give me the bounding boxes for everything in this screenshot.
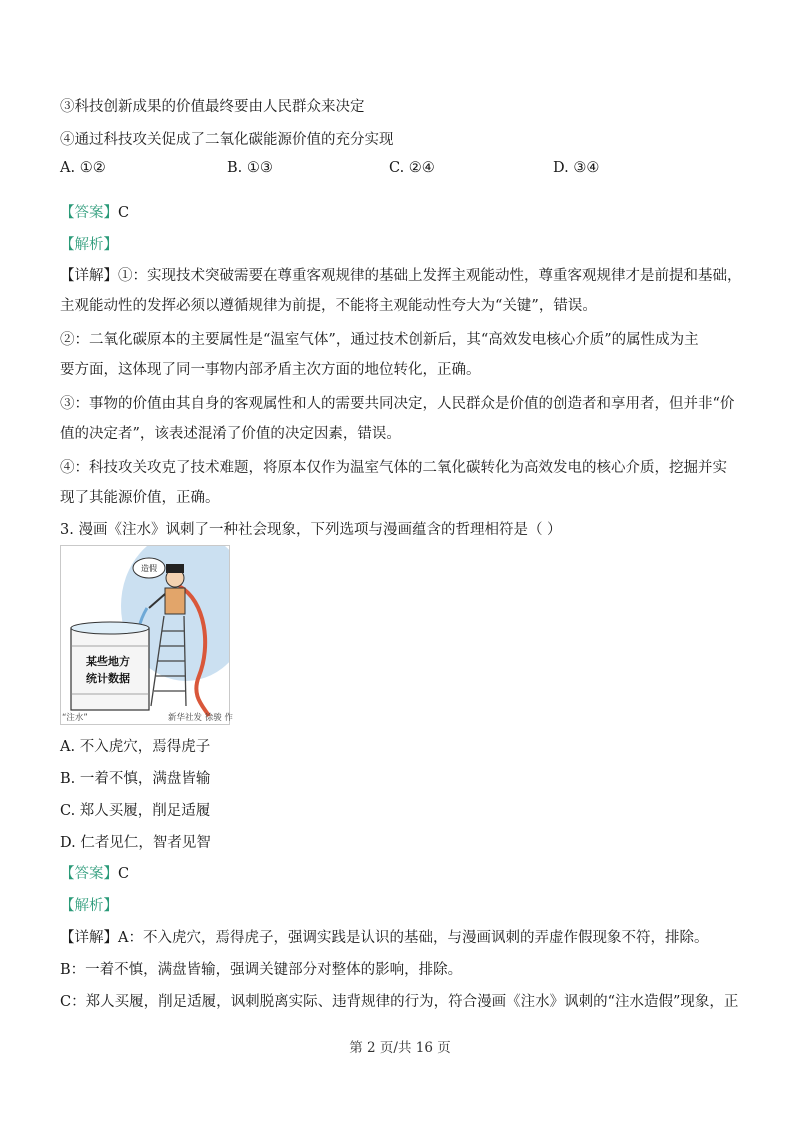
q2-detail-3b: 值的决定者”，该表述混淆了价值的决定因素，错误。 xyxy=(60,426,401,442)
q3-detail-a xyxy=(60,928,708,948)
answer-tag: 【答案】 xyxy=(60,866,118,882)
q2-detail-4a: ④：科技攻关攻克了技术难题，将原本仅作为温室气体的二氧化碳转化为高效发电的核心介质，挖掘并实 xyxy=(60,460,727,476)
q2-option-c: C. ②④ xyxy=(389,160,435,176)
q2-option-d: D. ③④ xyxy=(553,160,600,176)
q3-option-c: C. 郑人买履，削足适履 xyxy=(60,803,211,819)
tank-label-1: 某些地方 xyxy=(86,655,130,668)
q2-analysis xyxy=(60,235,118,255)
analysis-tag: 【解析】 xyxy=(60,898,118,914)
tank-label-2: 统计数据 xyxy=(86,672,130,685)
q3-option-a: A. 不入虎穴，焉得虎子 xyxy=(60,739,211,755)
q2-detail-4b: 现了其能源价值，正确。 xyxy=(60,490,220,506)
q2-option-b: B. ①③ xyxy=(227,160,273,176)
analysis-tag: 【解析】 xyxy=(60,237,118,253)
cartoon-caption-right: 新华社发 徐骏 作 xyxy=(168,713,233,723)
detail-text: ①：实现技术突破需要在尊重客观规律的基础上发挥主观能动性，尊重客观规律才是前提和基础， xyxy=(118,268,742,284)
cartoon-illustration xyxy=(61,546,229,724)
q2-detail-2a: ②：二氧化碳原本的主要属性是“温室气体”，通过技术创新后，其“高效发电核心介质”的属性成为主 xyxy=(60,332,699,348)
q3-detail-b: B：一着不慎，满盘皆输，强调关键部分对整体的影响，排除。 xyxy=(60,962,463,978)
detail-tag: 【详解】 xyxy=(60,268,118,284)
cartoon-bubble: 造假 xyxy=(141,564,157,573)
detail-text: A：不入虎穴，焉得虎子，强调实践是认识的基础，与漫画讽刺的弄虚作假现象不符，排除。 xyxy=(118,930,709,946)
q3-option-d: D. 仁者见仁，智者见智 xyxy=(60,835,211,851)
q3-analysis xyxy=(60,896,118,916)
q3-question: 3. 漫画《注水》讽刺了一种社会现象，下列选项与漫画蕴含的哲理相符是（ ） xyxy=(60,522,562,538)
cartoon-caption-left: “注水” xyxy=(62,713,88,723)
page-footer: 第 2 页/共 16 页 xyxy=(349,1040,451,1056)
answer-value: C xyxy=(118,205,130,221)
q2-detail-1b: 主观能动性的发挥必须以遵循规律为前提，不能将主观能动性夸大为“关键”，错误。 xyxy=(60,298,597,314)
cartoon-image xyxy=(60,545,230,725)
q2-option-a: A. ①② xyxy=(60,160,106,176)
q3-detail-c: C：郑人买履，削足适履，讽刺脱离实际、违背规律的行为，符合漫画《注水》讽刺的“注水造假”现象，正 xyxy=(60,994,739,1010)
detail-tag: 【详解】 xyxy=(60,930,118,946)
q2-detail-2b: 要方面，这体现了同一事物内部矛盾主次方面的地位转化，正确。 xyxy=(60,362,481,378)
q2-detail-3a: ③：事物的价值由其自身的客观属性和人的需要共同决定，人民群众是价值的创造者和享用者，但并非“价 xyxy=(60,396,735,412)
q2-detail-1a xyxy=(60,266,742,286)
q3-option-b: B. 一着不慎，满盘皆输 xyxy=(60,771,211,787)
answer-value: C xyxy=(118,866,130,882)
q2-item-3: ③科技创新成果的价值最终要由人民群众来决定 xyxy=(60,99,365,115)
q3-answer xyxy=(60,864,129,884)
q2-answer xyxy=(60,203,129,223)
q2-item-4: ④通过科技攻关促成了二氧化碳能源价值的充分实现 xyxy=(60,132,394,148)
answer-tag: 【答案】 xyxy=(60,205,118,221)
